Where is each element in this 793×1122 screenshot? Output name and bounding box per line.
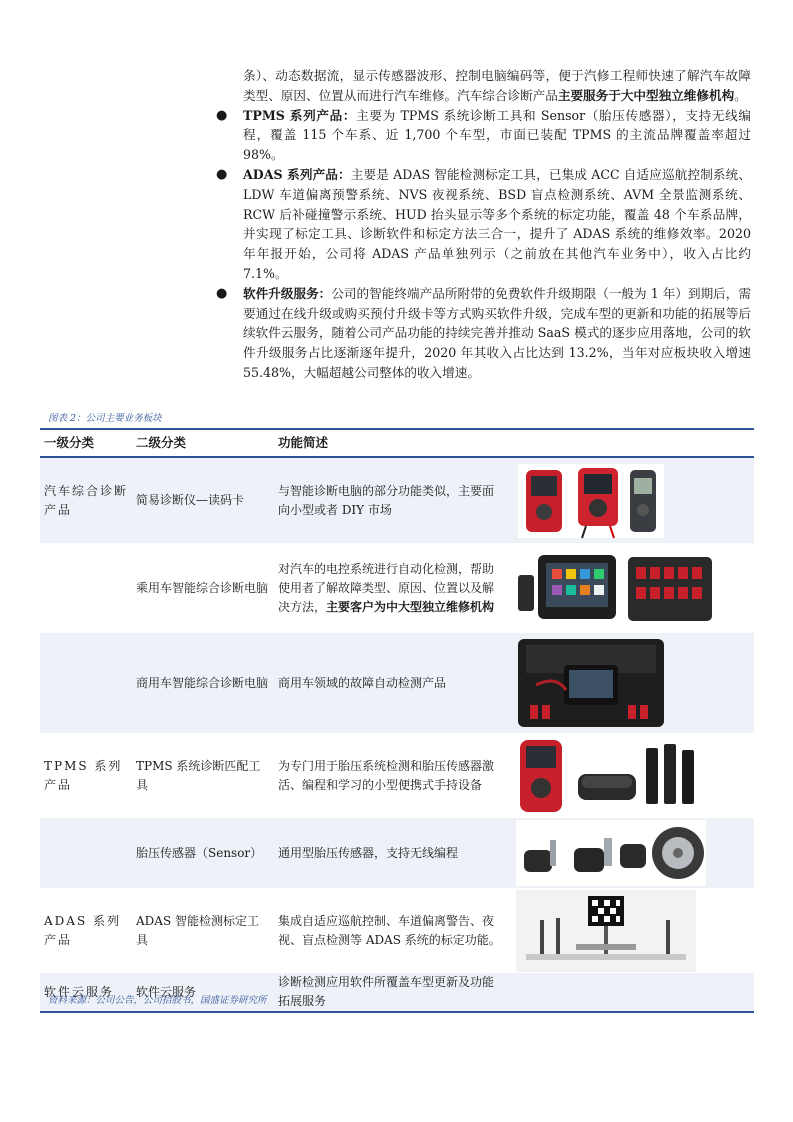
cell-image — [512, 457, 754, 543]
cell-cat1: TPMS 系列产品 — [44, 758, 123, 792]
cell-cat2: 软件云服务 — [132, 973, 274, 1012]
cell-cat1 — [40, 543, 132, 633]
tpms-tool-image — [516, 736, 716, 816]
cell-func: 为专门用于胎压系统检测和胎压传感器激活、编程和学习的小型便携式手持设备 — [278, 758, 495, 792]
source-note: 资料来源：公司公告，公司招股书，国盛证券研究所 — [48, 995, 267, 1006]
bullet-dot-icon: ● — [216, 285, 228, 301]
header-func: 功能简述 — [274, 429, 512, 457]
cell-image — [512, 973, 754, 1012]
cell-cat2: 胎压传感器（Sensor） — [132, 818, 274, 888]
business-table — [40, 428, 754, 1013]
bullet-software — [216, 284, 752, 383]
cell-func: 集成自适应巡航控制、车道偏离警告、夜视、盲点检测等 ADAS 系统的标定功能。 — [278, 913, 501, 947]
cell-cat1: 汽车综合诊断产品 — [40, 457, 132, 543]
table-row — [40, 733, 754, 818]
commercial-kit-image — [516, 635, 666, 731]
table-row — [40, 818, 754, 888]
cell-func: 诊断检测应用软件所覆盖车型更新及功能拓展服务 — [274, 973, 512, 1012]
bullet-label: TPMS 系列产品： — [243, 107, 357, 123]
intro-text — [216, 66, 752, 383]
cell-image — [512, 733, 754, 818]
table-row — [40, 457, 754, 543]
cell-cat1: 软件云服务 — [40, 973, 132, 1012]
header-cat2: 二级分类 — [132, 429, 274, 457]
cell-func: 对汽车的电控系统进行自动化检测，帮助使用者了解故障类型、原因、位置以及解决方法，主要客户为中大型独立维修机构 — [278, 561, 495, 614]
bullet-dot-icon: ● — [216, 107, 228, 123]
code-reader-image — [516, 462, 666, 540]
cell-func: 与智能诊断电脑的部分功能类似，主要面向小型或者 DIY 市场 — [274, 457, 512, 543]
cell-image — [512, 633, 754, 733]
cell-image — [512, 543, 754, 633]
bullet-text: 主要为 TPMS 系统诊断工具和 Sensor（胎压传感器），支持无线编程，覆盖 115 个车系、近 1,700 个车型，市面已装配 TPMS 的主流品牌覆盖率超过 98%。 — [243, 107, 751, 163]
table-row — [40, 543, 754, 633]
continuation-text: 条）、动态数据流，显示传感器波形、控制电脑编码等，便于汽修工程师快速了解汽车故障类型、原因、位置从而进行汽车维修。汽车综合诊断产品 — [243, 68, 751, 103]
bullet-text: 主要是 ADAS 智能检测标定工具，已集成 ACC 自适应巡航控制系统、LDW 车道偏离预警系统、NVS 夜视系统、BSD 盲点检测系统、AVM 全景监测系统、RCW 后补碰撞警示系统、HUD 抬头显示等多个系统的标定功能，覆盖 48 个车系品牌，并实现了标定工具、诊断软件和标定方法三合一，提升了 ADAS 系统的维修效率。2020 年年报开始，公司将 ADAS 产品单独列示（之前放在其他汽车业务中），收入占比约 7.1%。 — [243, 166, 752, 281]
bullet-adas — [216, 165, 752, 284]
cell-cat1 — [40, 633, 132, 733]
cell-cat2: 商用车智能综合诊断电脑 — [132, 633, 274, 733]
tpms-sensor-image — [516, 820, 706, 886]
cell-cat2: 简易诊断仪—读码卡 — [132, 457, 274, 543]
adas-calibration-image — [516, 890, 696, 972]
bullet-dot-icon: ● — [216, 166, 228, 182]
bullet-label: ADAS 系列产品： — [243, 166, 351, 182]
cell-func: 商用车领域的故障自动检测产品 — [274, 633, 512, 733]
cell-func: 通用型胎压传感器，支持无线编程 — [274, 818, 512, 888]
continuation-end: 。 — [734, 87, 747, 103]
intro-continuation — [243, 66, 751, 106]
bullet-tpms — [216, 106, 751, 165]
diagnostic-tablet-image — [516, 547, 716, 629]
continuation-bold: 主要服务于大中型独立维修机构 — [557, 87, 735, 103]
cell-image — [512, 888, 754, 973]
table-row — [40, 633, 754, 733]
cell-image — [512, 818, 754, 888]
cell-cat1: ADAS 系列产品 — [44, 913, 121, 947]
cell-cat2: ADAS 智能检测标定工具 — [136, 913, 259, 947]
figure-title: 图表 2：公司主要业务板块 — [48, 413, 162, 424]
cell-cat2: TPMS 系统诊断匹配工具 — [136, 758, 261, 792]
table-header-row — [40, 429, 754, 457]
cell-cat1 — [40, 818, 132, 888]
table-row — [40, 888, 754, 973]
bullet-text: 公司的智能终端产品所附带的免费软件升级期限（一般为 1 年）到期后，需要通过在线升级或购买预付升级卡等方式购买软件升级，完成车型的更新和功能的拓展等后续软件云服务，随着公司产品功能的持续完善并推动 SaaS 模式的逐步应用落地，公司的软件升级服务占比逐渐逐年提升，2020 年其收入占比达到 13.2%，当年对应板块收入增速 55.48%，大幅超越公司整体的收入增速。 — [243, 285, 752, 380]
header-image — [512, 429, 754, 457]
cell-cat2: 乘用车智能综合诊断电脑 — [136, 580, 269, 595]
header-cat1: 一级分类 — [40, 429, 132, 457]
bullet-label: 软件升级服务： — [243, 285, 332, 301]
